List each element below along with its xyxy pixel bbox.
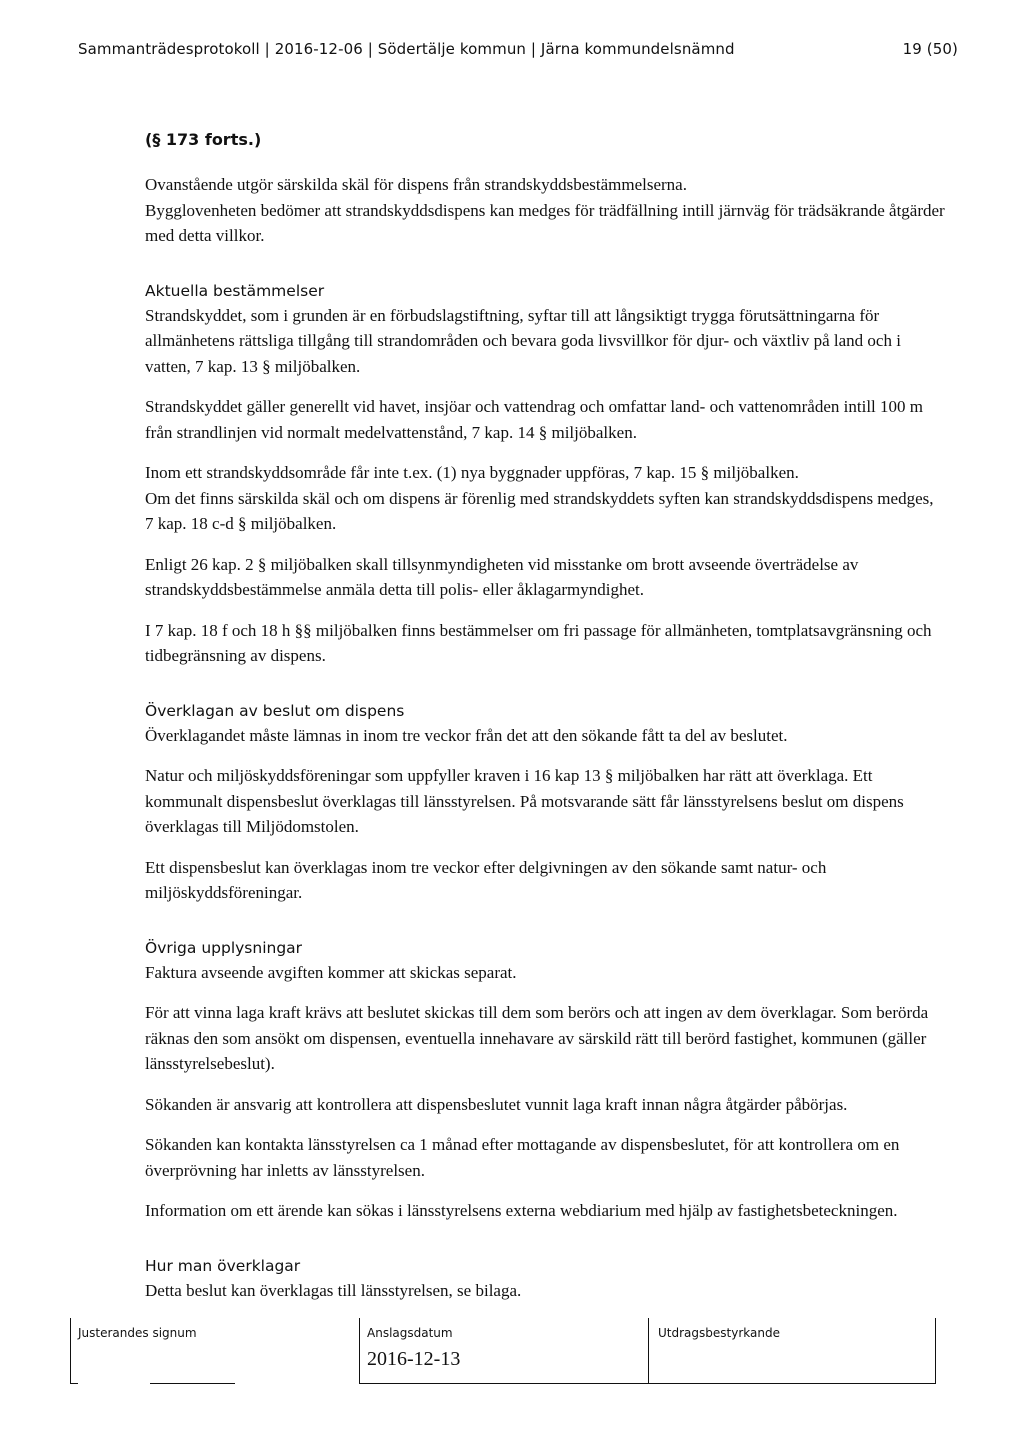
page-number: 19 (50) — [902, 40, 958, 58]
header-title: Sammanträdesprotokoll | 2016-12-06 | Södertälje kommun | Järna kommundelsnämnd — [78, 40, 735, 58]
utdragsbestyrkande-underline — [648, 1383, 936, 1384]
utdragsbestyrkande-label: Utdragsbestyrkande — [658, 1326, 780, 1340]
aktuella-paragraph-3: Inom ett strandskyddsområde får inte t.ex. (1) nya byggnader uppföras, 7 kap. 15 § miljöbalken. — [145, 463, 799, 482]
footer-divider-end — [935, 1318, 936, 1384]
footer-corner-left — [70, 1383, 78, 1384]
overklagan-paragraph-2: Natur och miljöskyddsföreningar som uppfyller kraven i 16 kap 13 § miljöbalken har rätt att överklaga. Ett kommunalt dispensbeslut överklagas till länsstyrelsen. På motsvarande sätt får länsstyrelsens beslut om dispens överklagas till Miljödomstolen. — [145, 766, 904, 836]
anslagsdatum-value: 2016-12-13 — [367, 1348, 461, 1370]
document-body — [145, 172, 945, 1318]
ovriga-paragraph-4: Sökanden kan kontakta länsstyrelsen ca 1 månad efter mottagande av dispensbeslutet, för att kontrollera om en överprövning har inletts av länsstyrelsen. — [145, 1135, 900, 1180]
justerandes-signum-label: Justerandes signum — [78, 1326, 197, 1340]
heading-overklagan: Överklagan av beslut om dispens — [145, 701, 405, 720]
aktuella-paragraph-2: Strandskyddet gäller generellt vid havet, insjöar och vattendrag och omfattar land- och vattenområden intill 100 m från strandlinjen vid normalt medelvattenstånd, 7 kap. 14 § miljöbalken. — [145, 397, 923, 442]
anslagsdatum-underline — [359, 1383, 648, 1384]
footer-divider-right — [648, 1318, 649, 1384]
aktuella-paragraph-6: I 7 kap. 18 f och 18 h §§ miljöbalken finns bestämmelser om fri passage för allmänheten, tomtplatsavgränsning och tidbegränsning av dispens. — [145, 620, 932, 665]
aktuella-paragraph-1: Strandskyddet, som i grunden är en förbudslagstiftning, syftar till att långsiktigt trygga förutsättningarna för allmänhetens rättsliga tillgång till strandområden och bevara goda livsvillkor för djur- och växtliv på land och i vatten, 7 kap. 13 § miljöbalken. — [145, 305, 901, 376]
signature-footer — [70, 1318, 936, 1384]
overklagan-paragraph-1: Överklagandet måste lämnas in inom tre veckor från det att den sökande fått ta del av beslutet. — [145, 725, 788, 745]
ovriga-paragraph-1: Faktura avseende avgiften kommer att skickas separat. — [145, 962, 517, 982]
anslagsdatum-label: Anslagsdatum — [367, 1326, 453, 1340]
intro-paragraph-2: Bygglovenheten bedömer att strandskyddsdispens kan medges för trädfällning intill järnväg för trädsäkrande åtgärder med detta villkor. — [145, 200, 945, 245]
intro-paragraph-1: Ovanstående utgör särskilda skäl för dispens från strandskyddsbestämmelserna. — [145, 175, 687, 194]
justerandes-signature-line — [150, 1383, 235, 1384]
section-reference: (§ 173 forts.) — [145, 130, 262, 149]
heading-ovriga-upplysningar: Övriga upplysningar — [145, 938, 303, 957]
hur-paragraph-1: Detta beslut kan överklagas till länsstyrelsen, se bilaga. — [145, 1280, 522, 1300]
heading-hur-man-overklagar: Hur man överklagar — [145, 1256, 301, 1275]
footer-divider-middle — [359, 1318, 360, 1384]
overklagan-paragraph-3: Ett dispensbeslut kan överklagas inom tre veckor efter delgivningen av den sökande samt natur- och miljöskyddsföreningar. — [145, 857, 827, 902]
heading-aktuella-bestammelser: Aktuella bestämmelser — [145, 281, 325, 300]
ovriga-paragraph-2: För att vinna laga kraft krävs att beslutet skickas till dem som berörs och att ingen av dem överklagar. Som berörda räknas den som ansökt om dispensen, eventuella innehavare av särskild rätt till berörd fastighet, kommunen (gäller länsstyrelsebeslut). — [145, 1003, 929, 1073]
ovriga-paragraph-3: Sökanden är ansvarig att kontrollera att dispensbeslutet vunnit laga kraft innan några åtgärder påbörjas. — [145, 1094, 848, 1114]
aktuella-paragraph-4: Om det finns särskilda skäl och om dispens är förenlig med strandskyddets syften kan strandskyddsdispens medges, 7 kap. 18 c-d § miljöbalken. — [145, 488, 934, 533]
aktuella-paragraph-5: Enligt 26 kap. 2 § miljöbalken skall tillsynmyndigheten vid misstanke om brott avseende överträdelse av strandskyddsbestämmelse anmäla detta till polis- eller åklagarmyndighet. — [145, 554, 859, 599]
page-header — [78, 40, 958, 58]
footer-divider-left — [70, 1318, 71, 1384]
ovriga-paragraph-5: Information om ett ärende kan sökas i länsstyrelsens externa webdiarium med hjälp av fastighetsbeteckningen. — [145, 1201, 898, 1220]
